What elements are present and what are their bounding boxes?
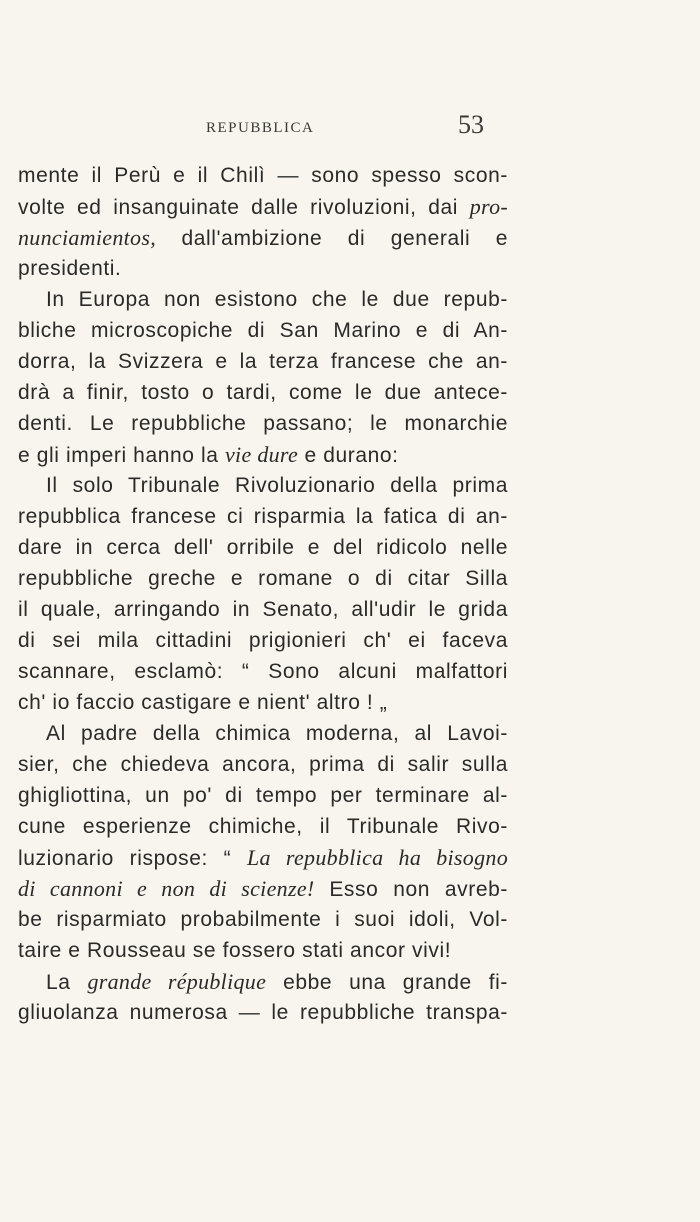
page-header <box>18 108 678 148</box>
italic-text: di cannoni e non di scienze! <box>18 876 315 901</box>
text-line <box>18 811 508 842</box>
text-line <box>18 191 508 222</box>
text-segment: dare in cerca dell' orribile e del ridicolo nelle <box>18 536 508 559</box>
text-line <box>18 160 508 191</box>
text-segment: repubblica francese ci risparmia la fatica di an- <box>18 505 508 528</box>
text-segment: scannare, esclamò: “ Sono alcuni malfattori <box>18 660 508 683</box>
text-line <box>18 904 508 935</box>
text-line <box>18 377 508 408</box>
text-segment: Il solo Tribunale Rivoluzionario della prima <box>46 474 508 497</box>
text-line <box>18 780 508 811</box>
text-segment: ch' io faccio castigare e nient' altro ! „ <box>18 691 388 714</box>
text-line <box>18 625 508 656</box>
text-line <box>18 749 508 780</box>
running-head: REPUBBLICA <box>206 120 315 136</box>
text-line <box>18 873 508 904</box>
text-line <box>18 563 508 594</box>
text-line <box>18 997 508 1028</box>
text-segment: ghigliottina, un po' di tempo per terminare al- <box>18 784 508 807</box>
text-line <box>18 408 508 439</box>
text-segment: ebbe una grande fi- <box>266 971 508 994</box>
italic-text: La repubblica ha bisogno <box>247 845 508 870</box>
text-segment: Esso non avreb- <box>314 878 508 901</box>
text-segment: di sei mila cittadini prigionieri ch' ei faceva <box>18 629 508 652</box>
text-segment: il quale, arringando in Senato, all'udir le grida <box>18 598 508 621</box>
text-line <box>18 253 508 284</box>
text-line <box>18 687 508 718</box>
text-segment: dall'ambizione di generali e <box>156 227 508 250</box>
italic-text: nunciamientos, <box>18 225 157 250</box>
text-segment: sier, che chiedeva ancora, prima di salir sulla <box>18 753 508 776</box>
body-text <box>18 160 508 1028</box>
text-segment: e gli imperi hanno la <box>18 444 225 467</box>
text-segment: mente il Perù e il Chilì — sono spesso scon- <box>18 164 508 187</box>
text-segment: gliuolanza numerosa — le repubbliche transpa- <box>18 1001 508 1024</box>
text-line <box>18 470 508 501</box>
text-segment: e durano: <box>298 444 399 467</box>
text-line <box>18 594 508 625</box>
text-segment: denti. Le repubbliche passano; le monarchie <box>18 412 508 435</box>
text-line <box>18 284 508 315</box>
italic-text: pro- <box>469 194 508 219</box>
text-segment: presidenti. <box>18 257 122 280</box>
text-segment: luzionario rispose: “ <box>18 847 247 870</box>
text-line <box>18 222 508 253</box>
text-line <box>18 966 508 997</box>
text-line <box>18 315 508 346</box>
text-segment: repubbliche greche e romane o di citar Silla <box>18 567 508 590</box>
text-segment: Al padre della chimica moderna, al Lavoi- <box>46 722 508 745</box>
text-line <box>18 346 508 377</box>
text-segment: dorra, la Svizzera e la terza francese che an- <box>18 350 508 373</box>
text-line <box>18 532 508 563</box>
page-number: 53 <box>458 110 484 139</box>
text-line <box>18 842 508 873</box>
text-segment: volte ed insanguinate dalle rivoluzioni, dai <box>18 196 470 219</box>
italic-text: vie dure <box>224 442 299 467</box>
text-line <box>18 935 508 966</box>
italic-text: grande république <box>87 969 267 994</box>
text-segment: cune esperienze chimiche, il Tribunale Rivo- <box>18 815 508 838</box>
text-line <box>18 656 508 687</box>
text-line <box>18 501 508 532</box>
text-segment: La <box>46 971 88 994</box>
text-line <box>18 439 508 470</box>
text-segment: In Europa non esistono che le due repub- <box>46 288 508 311</box>
text-segment: drà a finir, tosto o tardi, come le due antece- <box>18 381 508 404</box>
text-segment: bliche microscopiche di San Marino e di An- <box>18 319 508 342</box>
text-segment: be risparmiato probabilmente i suoi idoli, Vol- <box>18 908 508 931</box>
text-line <box>18 718 508 749</box>
text-segment: taire e Rousseau se fossero stati ancor vivi! <box>18 939 452 962</box>
